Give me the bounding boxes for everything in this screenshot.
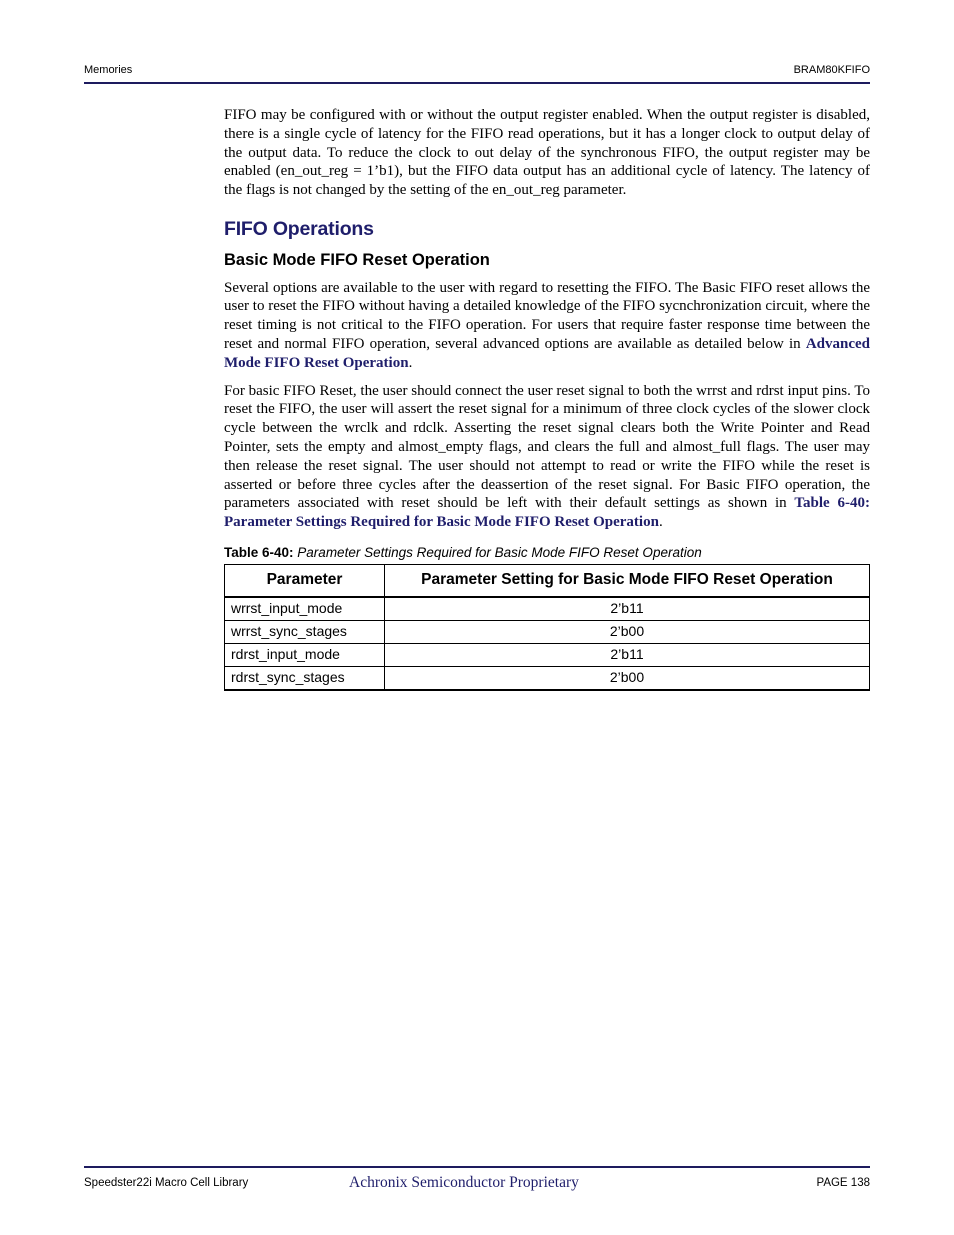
section-heading: FIFO Operations xyxy=(224,217,374,240)
table-row xyxy=(225,620,870,643)
parameter-name-cell: wrrst_input_mode xyxy=(225,597,385,621)
basic-reset-paragraph xyxy=(224,382,870,532)
table-caption-title: Parameter Settings Required for Basic Mode FIFO Reset Operation xyxy=(297,544,702,560)
paragraph-tail: . xyxy=(408,354,413,371)
table-caption xyxy=(224,544,870,563)
footer-proprietary-notice: Achronix Semiconductor Proprietary xyxy=(349,1174,579,1191)
header-rule xyxy=(84,82,870,84)
table-row xyxy=(225,666,870,690)
table-row xyxy=(225,597,870,621)
advanced-reset-link[interactable]: Advanced Mode FIFO Reset Operation xyxy=(224,335,870,371)
footer-book-title: Speedster22i Macro Cell Library xyxy=(84,1177,249,1189)
column-header-parameter: Parameter xyxy=(225,564,385,597)
paragraph-tail: . xyxy=(658,514,663,531)
subsection-heading: Basic Mode FIFO Reset Operation xyxy=(224,250,490,269)
footer-rule xyxy=(84,1166,870,1168)
table-caption-label: Table 6-40: xyxy=(224,544,294,560)
table-reference-link[interactable]: Table 6-40: Parameter Settings Required for Basic Mode FIFO Reset Operation xyxy=(224,495,870,531)
parameter-value-cell: 2’b00 xyxy=(385,620,870,643)
page-number: PAGE 138 xyxy=(816,1177,870,1189)
running-header-section: Memories xyxy=(84,64,133,76)
reset-options-paragraph xyxy=(224,279,870,373)
paragraph-text: For basic FIFO Reset, the user should connect the user reset signal to both the wrrst and rdrst input pins. To reset the FIFO, the user will assert the reset signal for a minimum of three clock cycles of the slower clock cycle between the wrclk and rdclk. Asserting the reset signal clears both the Write Pointer and Read Pointer, sets the empty and almost_empty flags, and clears the full and almost_full flags. The user may then release the reset signal. The user should not attempt to read or write the FIFO while the reset is asserted or before three cycles after the deassertion of the reset signal. For Basic FIFO operation, the parameters associated with reset should be left with their default settings as shown in xyxy=(224,382,870,512)
table-header-row xyxy=(225,564,870,597)
parameter-name-cell: rdrst_input_mode xyxy=(225,643,385,666)
column-header-setting: Parameter Setting for Basic Mode FIFO Reset Operation xyxy=(385,564,870,597)
page-body xyxy=(224,106,870,691)
parameter-value-cell: 2’b11 xyxy=(385,597,870,621)
intro-paragraph: FIFO may be configured with or without the output register enabled. When the output register is disabled, there is a single cycle of latency for the FIFO read operations, but it has a longer clock to output delay of the output data. To reduce the clock to out delay of the synchronous FIFO, the output register may be enabled (en_out_reg = 1’b1), but the FIFO data output has an additional cycle of latency. The latency of the flags is not changed by the setting of the en_out_reg parameter. xyxy=(224,107,870,199)
parameter-value-cell: 2’b11 xyxy=(385,643,870,666)
table-row xyxy=(225,643,870,666)
paragraph-text: Several options are available to the user with regard to resetting the FIFO. The Basic FIFO reset allows the user to reset the FIFO without having a detailed knowledge of the FIFO sycnchronization circuit, where the reset timing is not critical to the FIFO operation. For users that require faster response time between the reset and normal FIFO operation, several advanced options are available as detailed below in xyxy=(224,279,870,352)
parameter-name-cell: rdrst_sync_stages xyxy=(225,666,385,690)
parameter-value-cell: 2’b00 xyxy=(385,666,870,690)
parameter-settings-table xyxy=(224,564,870,691)
running-header-title: BRAM80KFIFO xyxy=(793,64,870,76)
parameter-name-cell: wrrst_sync_stages xyxy=(225,620,385,643)
